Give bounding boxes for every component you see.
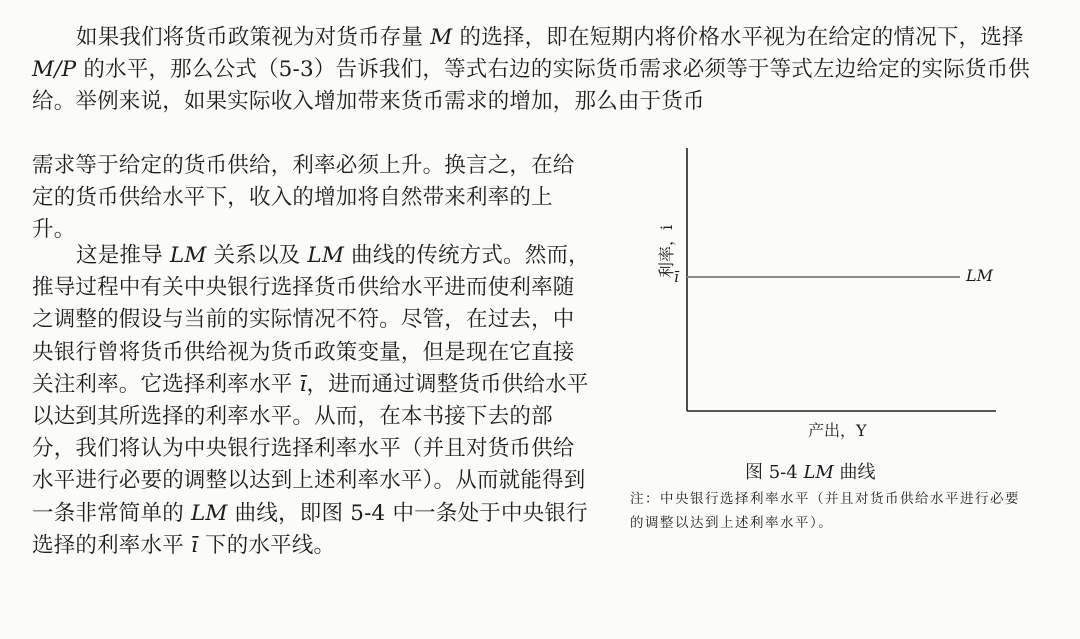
y-axis-label: 利率，i xyxy=(657,224,676,278)
figure-caption: 图 5-4 LM 曲线 xyxy=(745,462,876,483)
figure-note: 注：中央银行选择利率水平（并且对货币供给水平进行必要的调整以达到上述利率水平）。 xyxy=(630,491,1020,531)
symbol-lm: LM xyxy=(190,500,228,526)
paragraph-1: 如果我们将货币政策视为对货币存量 M 的选择，即在短期内将价格水平视为在给定的情况下，选择 M/P 的水平，那么公式（5-3）告诉我们，等式右边的实际货币需求必须等于等式左边给定的实际货币供给。举例来说，如果实际收入增加带来货币需求的增加，那么由于货币 xyxy=(32,25,1030,115)
symbol-lm: LM xyxy=(307,243,345,268)
lm-curve-label: LM xyxy=(966,266,994,285)
paragraph-2: 这是推导 LM 关系以及 LM 曲线的传统方式。然而，推导过程中有关中央银行选择货币供给水平进而使利率随之调整的假设与当前的实际情况不符。尽管，在过去，中央银行曾将货币供给视为货币政策变量，但是现在它直接关注利率。它选择利率水平 ī，进而通过调整货币供给水平以达到其所选择的利率水平。从而，在本书接下去的部分，我们将认为中央银行选择利率水平（并且对货币供给水平进行必要的调整以达到上述利率水平）。从而就能得到一条非常简单的 LM 曲线，即图 5-4 中一条处于中央银行选择的利率水平 ī 下的水平线。 xyxy=(32,243,590,558)
symbol-ibar: ī xyxy=(299,371,307,397)
figure-axes xyxy=(620,140,1020,460)
symbol-m: M xyxy=(430,25,453,50)
y-tick-ibar: ī xyxy=(674,268,679,286)
symbol-ibar: ī xyxy=(190,532,199,558)
lm-curve-figure xyxy=(620,140,1020,460)
symbol-lm: LM xyxy=(169,243,207,268)
x-axis-label: 产出，Y xyxy=(808,421,867,440)
symbol-mp: M/P xyxy=(32,57,77,83)
paragraph-1-continued: 需求等于给定的货币供给，利率必须上升。换言之，在给定的货币供给水平下，收入的增加将自然带来利率的上升。 xyxy=(32,153,575,243)
